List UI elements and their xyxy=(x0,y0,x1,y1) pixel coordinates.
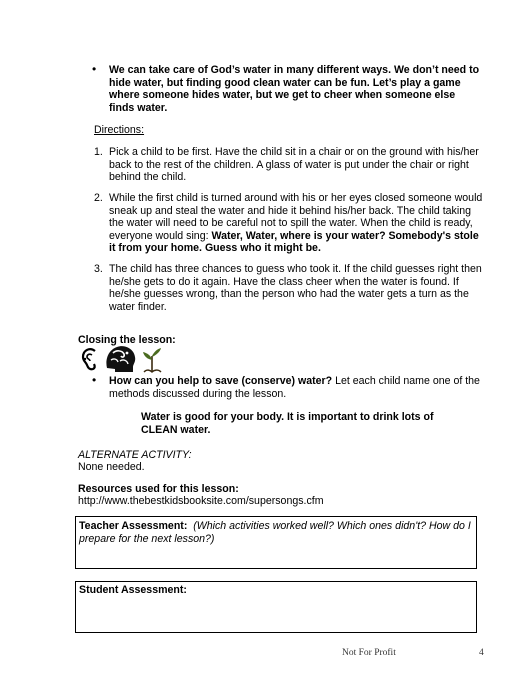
water-note: Water is good for your body. It is important to drink lots of CLEAN water. xyxy=(141,411,434,436)
seedling-icon xyxy=(138,344,166,374)
list-number: 1. xyxy=(94,146,103,158)
teacher-assessment-box[interactable] xyxy=(75,516,477,569)
direction-item-1: Pick a child to be first. Have the child sit in a chair or on the ground with his/her back to the rest of the children. A glass of water is put under the chair or right behind the child. xyxy=(109,146,479,184)
bullet-dot: • xyxy=(92,373,97,387)
bullet-dot: • xyxy=(92,62,97,76)
alternate-heading: ALTERNATE ACTIVITY: xyxy=(78,449,192,461)
list-number: 2. xyxy=(94,192,103,204)
page-number: 4 xyxy=(479,648,484,658)
student-assessment-label: Student Assessment: xyxy=(79,584,187,596)
closing-question-text: Let each child name one of the methods discussed during the lesson. xyxy=(109,375,480,400)
head-profile-icon xyxy=(103,344,139,374)
closing-question-bold: How can you help to save (conserve) water? xyxy=(109,375,333,387)
closing-question xyxy=(109,375,489,400)
teacher-assessment-prompt: (Which activities worked well? Which ones didn't? How do I prepare for the next lesson?) xyxy=(79,520,471,545)
song-lyrics: Water, Water, where is your water? Somebody's stole it from your home. Guess who it might be. xyxy=(109,229,479,255)
intro-paragraph: We can take care of God’s water in many different ways. We don’t need to hide water, but finding good clean water can be fun. Let’s play a game where someone hides water, but we get to cheer when someone else finds water. xyxy=(109,64,480,114)
teacher-assessment-content xyxy=(79,520,471,545)
teacher-assessment-label: Teacher Assessment: xyxy=(79,520,188,532)
student-assessment-box[interactable] xyxy=(75,581,477,633)
directions-heading: Directions: xyxy=(94,124,145,136)
direction-item-2-text: While the first child is turned around with his or her eyes closed someone would sneak up and steal the water and hide it behind his/her back. The child taking the water will need to be careful not to spill the water. When the child is ready, everyone would sing: xyxy=(109,192,483,242)
closing-heading: Closing the lesson: xyxy=(78,334,176,346)
alternate-text: None needed. xyxy=(78,461,145,473)
resource-url: http://www.thebestkidsbooksite.com/supersongs.cfm xyxy=(78,495,324,507)
direction-item-2 xyxy=(109,192,487,255)
direction-item-3: The child has three chances to guess who took it. If the child guesses right then he/she gets to do it again. Have the class cheer when the water is found. If he/she guesses wrong, than the person who had the water gets a turn as the water finder. xyxy=(109,263,482,313)
list-number: 3. xyxy=(94,263,103,275)
footer-text: Not For Profit xyxy=(342,648,396,658)
ear-icon xyxy=(78,346,104,372)
resources-heading: Resources used for this lesson: xyxy=(78,483,239,495)
